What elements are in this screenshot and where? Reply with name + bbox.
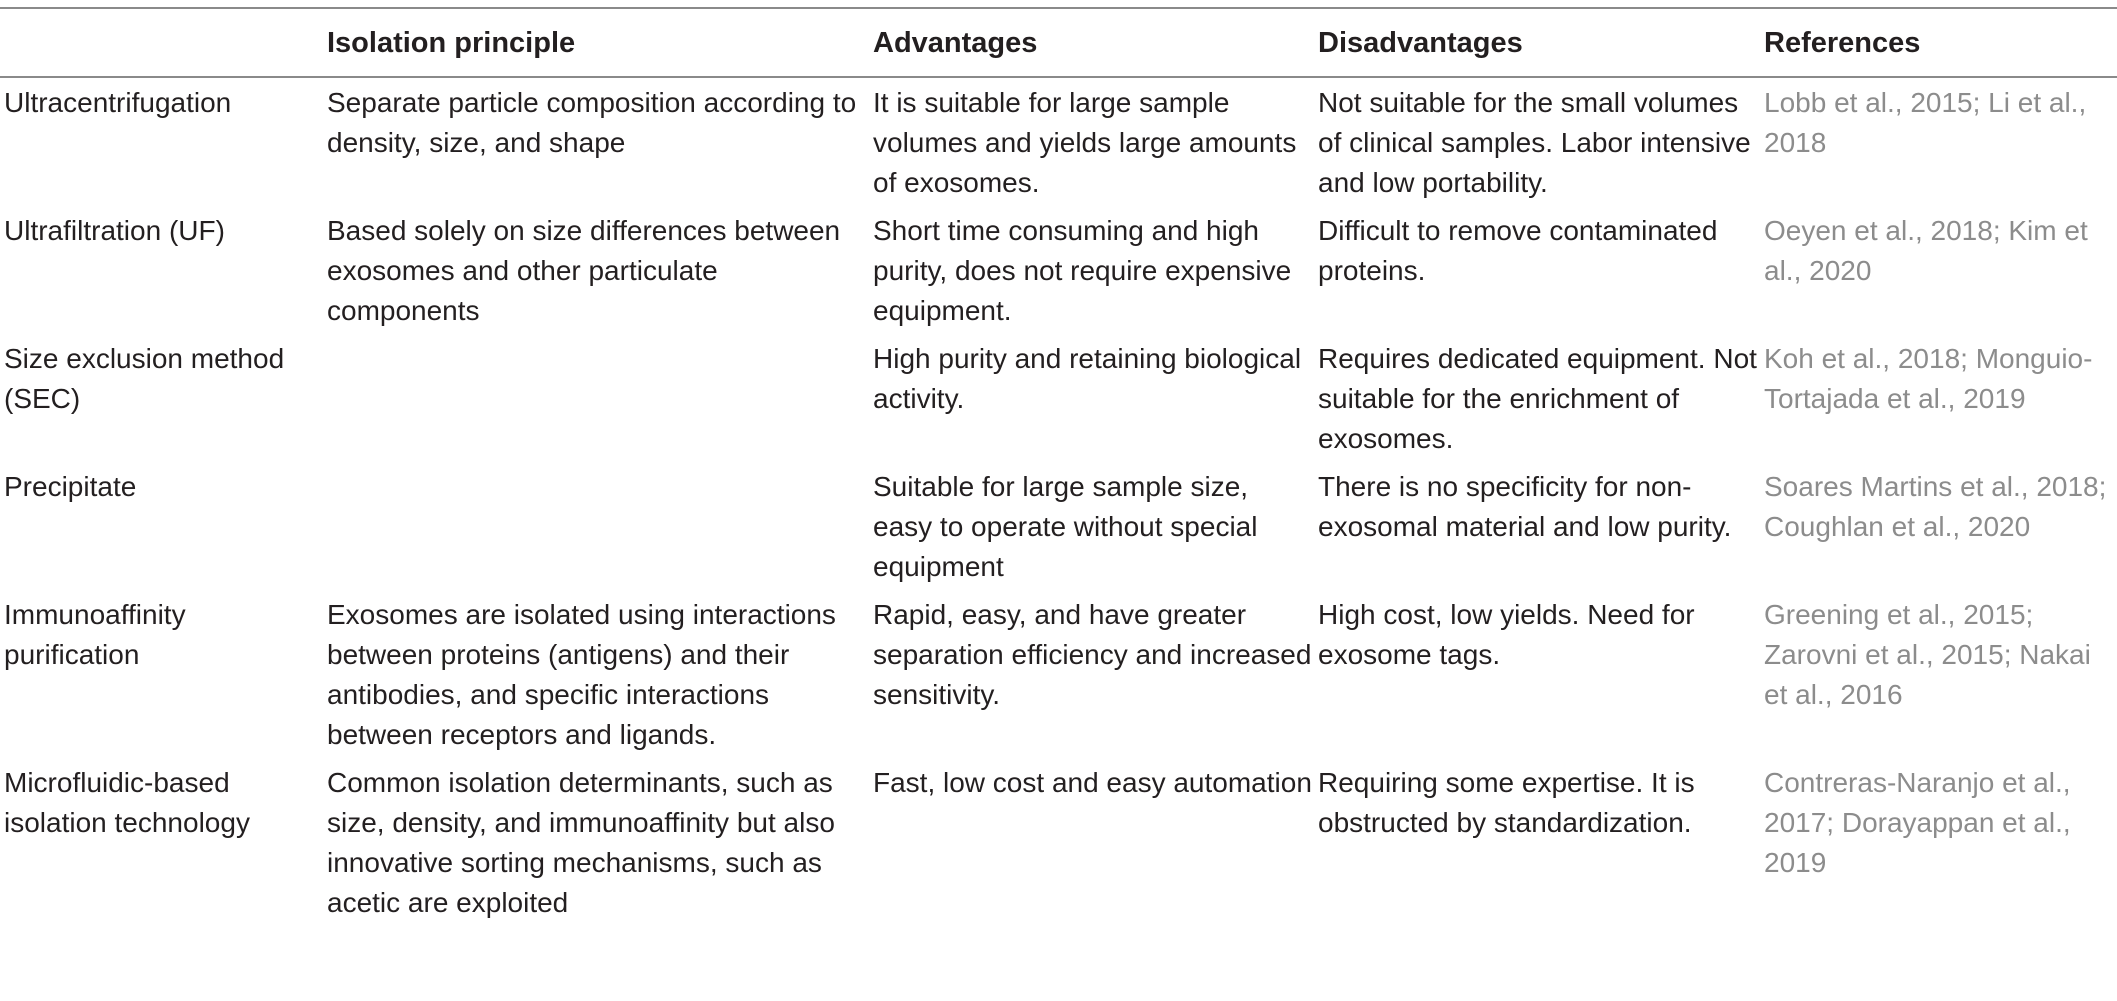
method-cell: Immunoaffinity purification [4,599,186,670]
references-link[interactable]: Greening et al., 2015; Zarovni et al., 2015; Nakai et al., 2016 [1764,599,2091,710]
header-references: References [1764,27,1921,59]
principle-cell: Separate particle composition according to density, size, and shape [327,87,857,158]
disadvantages-cell: Difficult to remove contaminated proteins. [1318,215,1718,286]
principle-cell: Exosomes are isolated using interactions between proteins (antigens) and their antibodies, and specific interactions between receptors and ligands. [327,599,836,750]
header-disadvantages: Disadvantages [1318,27,1523,59]
header-row [0,8,2117,77]
references-link[interactable]: Koh et al., 2018; Monguio-Tortajada et al., 2019 [1764,343,2093,414]
advantages-cell: Fast, low cost and easy automation [873,767,1312,798]
references-link[interactable]: Contreras-Naranjo et al., 2017; Dorayappan et al., 2019 [1764,767,2071,878]
method-cell: Ultrafiltration (UF) [4,215,225,246]
table-row [0,206,2117,334]
isolation-methods-table [0,7,2117,923]
advantages-cell: Suitable for large sample size, easy to operate without special equipment [873,471,1258,582]
header-method [0,8,323,77]
method-cell: Size exclusion method (SEC) [4,343,285,414]
advantages-cell: It is suitable for large sample volumes and yields large amounts of exosomes. [873,87,1297,198]
table-row [0,462,2117,590]
disadvantages-cell: High cost, low yields. Need for exosome tags. [1318,599,1695,670]
table-row [0,334,2117,462]
table-row [0,590,2117,758]
header-advantages: Advantages [873,27,1038,59]
principle-cell: Common isolation determinants, such as size, density, and immunoaffinity but also innovative sorting mechanisms, such as acetic are exploited [327,767,835,918]
table-row [0,77,2117,206]
header-isolation-principle: Isolation principle [327,27,576,59]
method-cell: Microfluidic-based isolation technology [4,767,250,838]
principle-cell [323,334,869,462]
method-cell: Ultracentrifugation [4,87,232,118]
disadvantages-cell: There is no specificity for non-exosomal material and low purity. [1318,471,1732,542]
principle-cell: Based solely on size differences between exosomes and other particulate components [327,215,841,326]
references-link[interactable]: Lobb et al., 2015; Li et al., 2018 [1764,87,2087,158]
disadvantages-cell: Not suitable for the small volumes of clinical samples. Labor intensive and low portability. [1318,87,1751,198]
method-cell: Precipitate [4,471,137,502]
table-row [0,758,2117,923]
table-header [0,8,2117,77]
advantages-cell: Rapid, easy, and have greater separation efficiency and increased sensitivity. [873,599,1312,710]
disadvantages-cell: Requires dedicated equipment. Not suitable for the enrichment of exosomes. [1318,343,1757,454]
disadvantages-cell: Requiring some expertise. It is obstructed by standardization. [1318,767,1695,838]
advantages-cell: High purity and retaining biological activity. [873,343,1302,414]
advantages-cell: Short time consuming and high purity, does not require expensive equipment. [873,215,1292,326]
references-link[interactable]: Soares Martins et al., 2018; Coughlan et al., 2020 [1764,471,2107,542]
table-body [0,77,2117,923]
references-link[interactable]: Oeyen et al., 2018; Kim et al., 2020 [1764,215,2088,286]
principle-cell [323,462,869,590]
